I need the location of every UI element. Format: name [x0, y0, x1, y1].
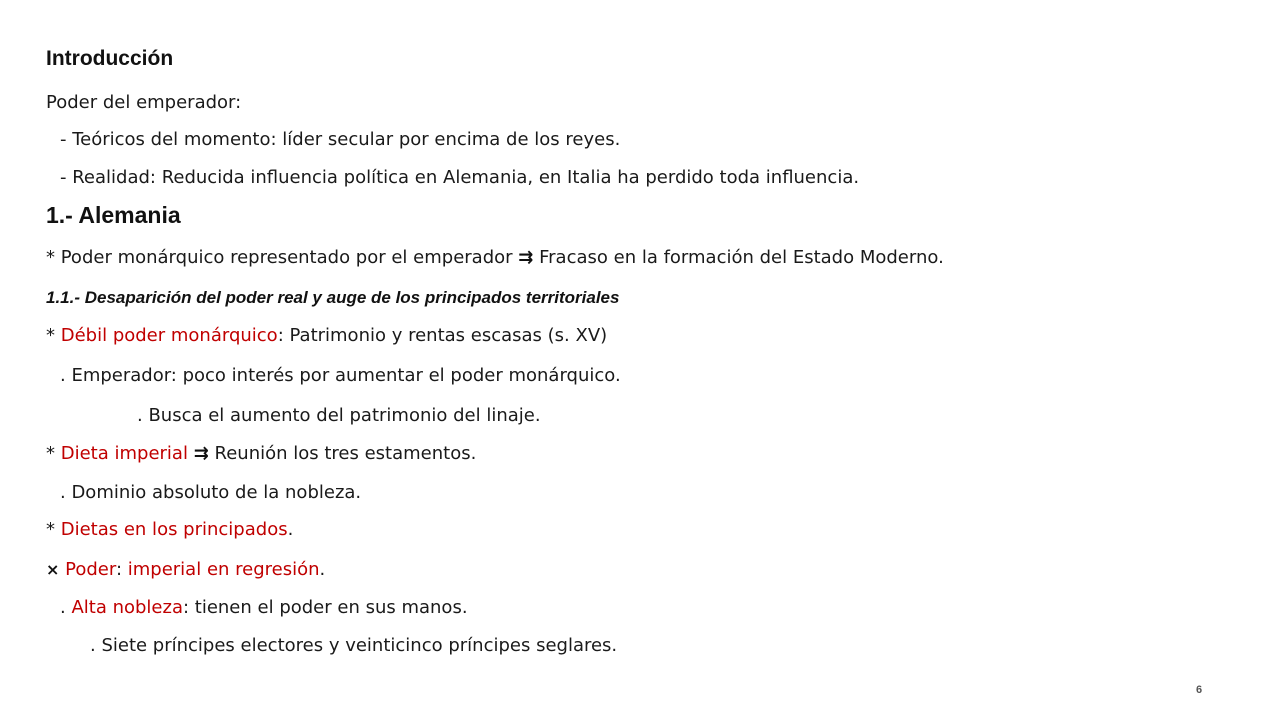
principality-rest: . — [287, 519, 294, 540]
electors-line: . Siete príncipes electores y veinticinco príncipes seglares. — [90, 635, 618, 656]
principality-label: Dietas en los principados — [60, 519, 288, 540]
power-value: imperial en regresión — [127, 559, 320, 580]
weak-prefix: * — [46, 325, 61, 346]
diet-line — [46, 443, 476, 465]
high-prefix: . — [60, 597, 72, 618]
cross-icon: × — [46, 560, 60, 579]
nobility-line: . Dominio absoluto de la nobleza. — [60, 482, 362, 503]
diet-prefix: * — [46, 443, 61, 464]
intro-bullet-2: - Realidad: Reducida influencia política en Alemania, en Italia ha perdido toda influencia. — [60, 167, 860, 188]
high-nobility-label: Alta nobleza — [71, 597, 183, 618]
power-end: . — [319, 559, 326, 580]
diet-label: Dieta imperial — [60, 443, 188, 464]
diet-rest: Reunión los tres estamentos. — [214, 443, 477, 464]
weak-power-line — [46, 325, 607, 347]
double-arrow-icon: ⇉ — [518, 247, 534, 268]
principality-prefix: * — [46, 519, 61, 540]
section-1-line-1 — [46, 247, 944, 269]
section-1-title: 1.- Alemania — [46, 202, 181, 228]
principality-line — [46, 519, 293, 541]
intro-subtitle: Poder del emperador: — [46, 92, 242, 113]
power-label: Poder — [65, 559, 116, 580]
high-nobility-rest: : tienen el poder en sus manos. — [182, 597, 468, 618]
double-arrow-icon: ⇉ — [193, 443, 209, 464]
line-1-pre: * Poder monárquico representado por el emperador — [46, 247, 513, 268]
intro-bullet-1: - Teóricos del momento: líder secular por encima de los reyes. — [60, 129, 621, 150]
power-line — [46, 559, 325, 581]
subsection-title: 1.1.- Desaparición del poder real y auge de los principados territoriales — [46, 288, 620, 307]
lineage-line: . Busca el aumento del patrimonio del linaje. — [137, 405, 541, 426]
weak-power-rest: : Patrimonio y rentas escasas (s. XV) — [277, 325, 608, 346]
page-number: 6 — [1196, 684, 1203, 696]
power-colon: : — [115, 559, 128, 580]
line-1-post: Fracaso en la formación del Estado Moderno. — [539, 247, 944, 268]
high-nobility-line — [60, 597, 468, 619]
emperor-line: . Emperador: poco interés por aumentar el poder monárquico. — [60, 365, 621, 386]
intro-title: Introducción — [46, 47, 174, 70]
weak-power-label: Débil poder monárquico — [60, 325, 278, 346]
